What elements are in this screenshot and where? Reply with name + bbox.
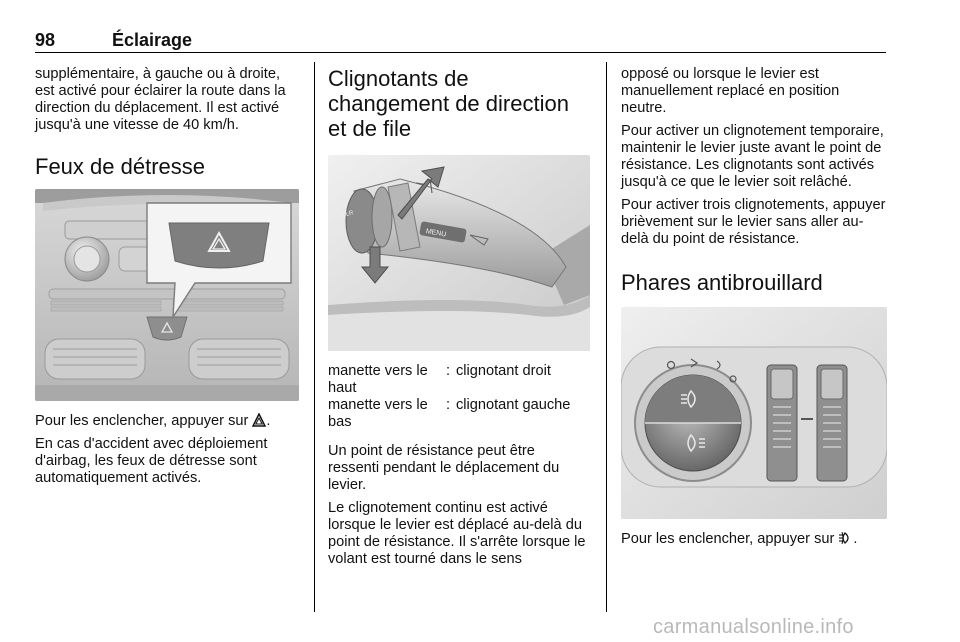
- hazard-triangle-icon: [252, 413, 266, 427]
- column-3: [621, 66, 888, 554]
- hazard-instruction: Pour les enclencher, appuyer sur .: [35, 413, 271, 429]
- page-number: 98: [35, 30, 56, 50]
- legend-row: manette vers le bas : clignotant gauche: [328, 397, 571, 430]
- fog-light-switch-illustration: [621, 307, 887, 519]
- hazard-switch-illustration: [35, 189, 299, 401]
- menu-label: MENU: [425, 228, 447, 239]
- temporary-blink-paragraph: Pour activer un clignotement temporaire, maintenir le levier juste avant le point de résistance. Les clignotants sont activés jusqu'à ce que le levier soit relâché.: [621, 123, 884, 190]
- page-header: [35, 30, 886, 53]
- column-1: [35, 66, 300, 493]
- section-title: Éclairage: [112, 30, 193, 50]
- column-2: [328, 66, 590, 574]
- neutral-paragraph: opposé ou lorsque le levier est manuellement replacé en position neutre.: [621, 66, 840, 116]
- column-divider: [606, 62, 607, 612]
- airbag-paragraph: En cas d'accident avec déploiement d'airbag, les feux de détresse sont automatiquement activés.: [35, 436, 268, 486]
- turn-signal-stalk-illustration: [328, 155, 590, 351]
- heading-feux-detresse: Feux de détresse: [35, 154, 205, 179]
- heading-clignotants: Clignotants de changement de direction et de file: [328, 66, 569, 141]
- intro-paragraph: supplémentaire, à gauche ou à droite, est activé pour éclairer la route dans la direction du déplacement. Il est activé jusqu'à une vitesse de 40 km/h.: [35, 66, 286, 133]
- watermark: carmanualsonline.info: [653, 616, 854, 638]
- continuous-blink-paragraph: Le clignotement continu est activé lorsque le levier est déplacé au-delà du point de résistance. Il s'arrête lorsque le volant est tourné dans le sens: [328, 500, 586, 567]
- heading-phares-antibrouillard: Phares antibrouillard: [621, 270, 823, 295]
- three-blinks-paragraph: Pour activer trois clignotements, appuyer brièvement sur le levier sans aller au-delà du point de résistance.: [621, 197, 886, 247]
- direction-legend: [328, 363, 570, 431]
- legend-row: manette vers le haut : clignotant droit: [328, 363, 551, 396]
- clr-label: CLR: [341, 210, 355, 219]
- fog-light-instruction: Pour les enclencher, appuyer sur .: [621, 531, 858, 547]
- column-divider: [314, 62, 315, 612]
- resistance-paragraph: Un point de résistance peut être ressenti pendant le déplacement du levier.: [328, 443, 560, 493]
- fog-light-icon: [838, 531, 853, 545]
